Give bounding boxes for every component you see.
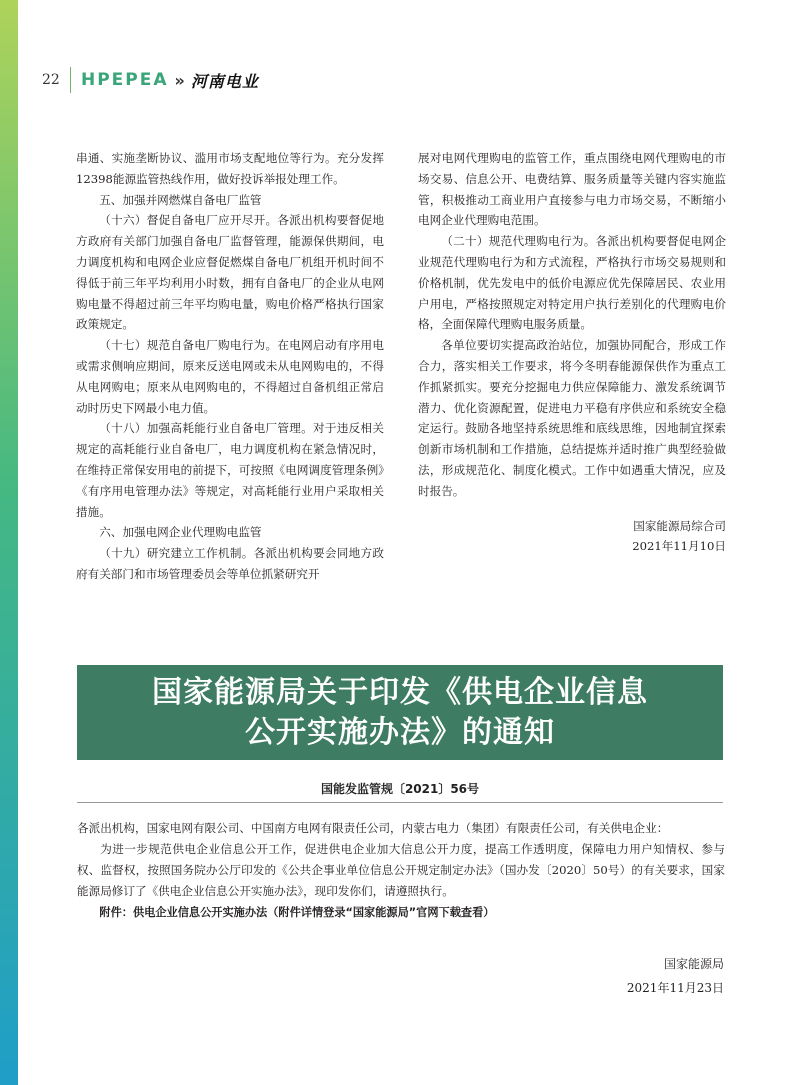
paragraph: （二十）规范代理购电行为。各派出机构要督促电网企业规范代理购电行为和方式流程，严格执行市场交易规则和价格机制，优先发电中的低价电源应优先保障居民、农业用户用电，严格按照规定对特定用户执行差别化的代理购电价格，全面保障代理购电服务质量。 — [418, 234, 726, 332]
notice-paragraph: 为进一步规范供电企业信息公开工作，促进供电企业加大信息公开力度，提高工作透明度，保障电力用户知情权、参与权、监督权，按照国务院办公厅印发的《公共企事业单位信息公开规定制定办法》（国办发〔2020〕50号）的有关要求，国家能源局修订了《供电企业信息公开实施办法》，现印发你们，请遵照执行。 — [77, 842, 725, 898]
signature-date: 2021年11月10日 — [632, 539, 726, 554]
banner-title-line-1: 国家能源局关于印发《供电企业信息 — [152, 674, 648, 710]
right-column-body — [418, 148, 726, 502]
paragraph: （十七）规范自备电厂购电行为。在电网启动有序用电或需求侧响应期间，原来反送电网或未从电网购电的，不得从电网购电；原来从电网购电的，不得超过自备机组正常启动时历史下网最小电力值。 — [76, 338, 384, 415]
left-column — [76, 148, 384, 585]
paragraph: （十八）加强高耗能行业自备电厂管理。对于违反相关规定的高耗能行业自备电厂，电力调度机构在紧急情况时，在维持正常保安用电的前提下，可按照《电网调度管理条例》《有序用电管理办法》等规定，对高耗能行业用户采取相关措施。 — [76, 421, 384, 519]
issuer-date: 2021年11月23日 — [626, 981, 724, 995]
banner-title-line-2: 公开实施办法》的通知 — [245, 714, 555, 750]
paragraph: （十九）研究建立工作机制。各派出机构要会同地方政府有关部门和市场管理委员会等单位抓紧研究开 — [76, 546, 384, 581]
paragraph: （十六）督促自备电厂应开尽开。各派出机构要督促地方政府有关部门加强自备电厂监督管理，能源保供期间，电力调度机构和电网企业应督促燃煤自备电厂机组开机时间不得低于前三年平均利用小时数，拥有自备电厂的企业从电网购电量不得超过前三年平均购电量，购电价格严格执行国家政策规定。 — [76, 213, 384, 332]
header-divider — [70, 67, 71, 93]
notice-recipients: 各派出机构，国家电网有限公司、中国南方电网有限责任公司，内蒙古电力（集团）有限责任公司，有关供电企业： — [77, 821, 669, 835]
paragraph: 串通、实施垄断协议、滥用市场支配地位等行为。充分发挥12398能源监管热线作用，做好投诉举报处理工作。 — [76, 151, 384, 186]
logo-chevron-icon: » — [174, 70, 185, 90]
notice-issuer — [627, 952, 724, 1000]
sidebar-gradient-bar — [0, 0, 18, 1085]
magazine-logo-cn: 河南电业 — [190, 71, 259, 91]
notice-attachment: 附件：供电企业信息公开实施办法（附件详情登录“国家能源局”官网下载查看） — [99, 906, 495, 919]
page-number: 22 — [42, 72, 60, 88]
paragraph: 各单位要切实提高政治站位，加强协同配合，形成工作合力，落实相关工作要求，将今冬明春能源保供作为重点工作抓紧抓实。要充分挖掘电力供应保障能力、激发系统调节潜力、优化资源配置，促进电力平稳有序供应和系统安全稳定运行。鼓励各地坚持系统思维和底线思维，因地制宜探索创新市场机制和工作措施，总结提炼并适时推广典型经验做法，形成规范化、制度化模式。工作中如遇重大情况，应及时报告。 — [418, 338, 726, 498]
magazine-logo-latin: HPEPEA — [81, 70, 169, 90]
signature-org: 国家能源局综合司 — [633, 518, 726, 533]
issuer-org: 国家能源局 — [663, 957, 724, 971]
article-columns — [76, 148, 726, 588]
document-number: 国能发监管规〔2021〕56号 — [320, 782, 480, 796]
paragraph: 六、加强电网企业代理购电监管 — [99, 525, 262, 540]
paragraph: 展对电网代理购电的监管工作，重点围绕电网代理购电的市场交易、信息公开、电费结算、服务质量等关键内容实施监管，积极推动工商业用户直接参与电力市场交易，不断缩小电网企业代理购电范围。 — [418, 151, 726, 228]
right-column — [418, 148, 726, 557]
notice-title-banner — [77, 665, 723, 760]
paragraph: 五、加强并网燃煤自备电厂监管 — [99, 192, 262, 207]
document-divider — [77, 802, 723, 803]
notice-body — [77, 818, 725, 923]
page-header — [42, 66, 259, 94]
